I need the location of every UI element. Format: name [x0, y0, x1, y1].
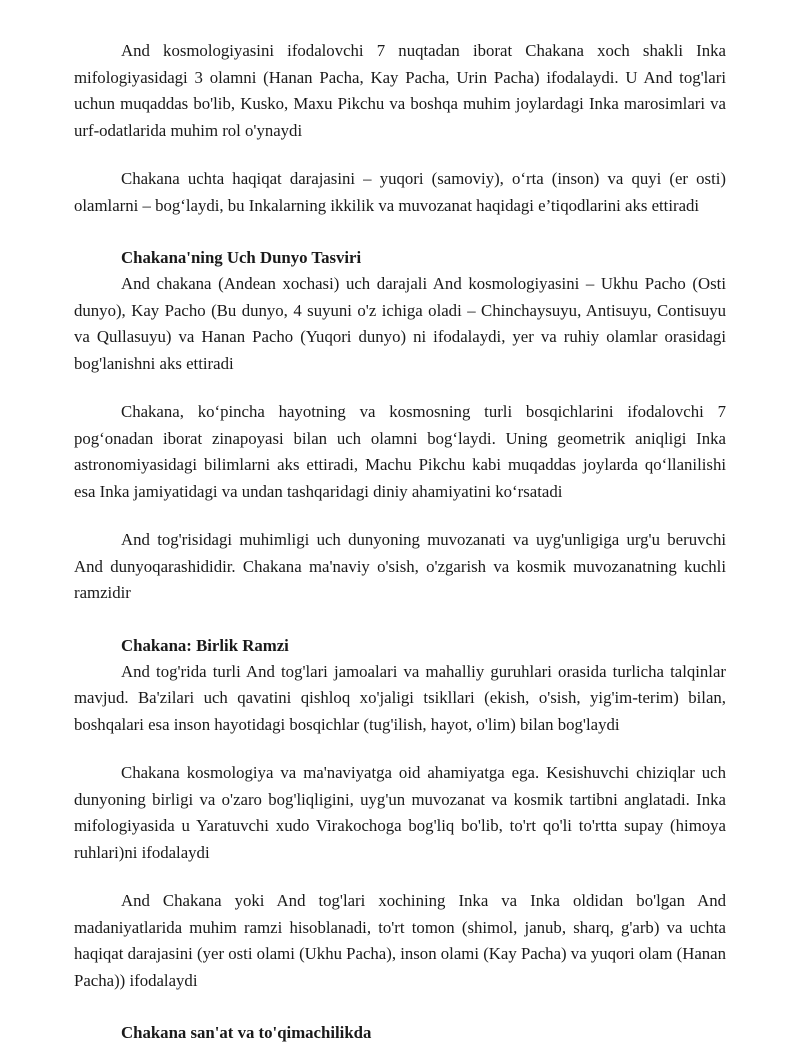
section-gap	[74, 994, 726, 1020]
paragraph-gap	[74, 738, 726, 760]
section-gap	[74, 219, 726, 245]
paragraph-gap	[74, 866, 726, 888]
section-heading-three-worlds: Chakana'ning Uch Dunyo Tasviri	[121, 248, 362, 267]
section-gap	[74, 607, 726, 633]
paragraph-3: And chakana (Andean xochasi) uch darajali And kosmologiyasini – Ukhu Pacho (Osti dunyo), Kay Pacho (Bu dunyo, 4 suyuni o'z ichiga oladi – Chinchaysuyu, Antisuyu, Contisuyu va Qullasuyu) va Hanan Pacho (Yuqori dunyo) ni ifodalaydi, yer va ruhiy olamlar orasidagi bog'lanishni aks ettiradi	[74, 274, 726, 373]
paragraph-6: And tog'rida turli And tog'lari jamoalari va mahalliy guruhlari orasida turlicha talqinlar mavjud. Ba'zilari uch qavatini qishloq xo'jaligi tsikllari (ekish, o'sish, yig'im-terim) bilan, boshqalari esa inson hayotidagi bosqichlar (tug'ilish, hayot, o'lim) bilan bog'laydi	[74, 661, 726, 734]
paragraph-4: Chakana, ko‘pincha hayotning va kosmosning turli bosqichlarini ifodalovchi 7 pog‘onadan iborat zinapoyasi bilan uch olamni bog‘laydi. Uning geometrik aniqligi Inka astronomiyasidagi bilimlarni aks ettiradi, Machu Pikchu kabi muqaddas joylarda qo‘llanilishi esa Inka jamiyatidagi va undan tashqaridagi diniy ahamiyatini ko‘rsatadi	[74, 402, 726, 501]
paragraph-7: Chakana kosmologiya va ma'naviyatga oid ahamiyatga ega. Kesishuvchi chiziqlar uch dunyoning birligi va o'zaro bog'liqligini, uyg'un muvozanat va kosmik tartibni anglatadi. Inka mifologiyasida u Yaratuvchi xudo Virakochoga bog'liq bo'lib, to'rt qo'li to'rtta supay (himoya ruhlari)ni ifodalaydi	[74, 763, 726, 862]
paragraph-2: Chakana uchta haqiqat darajasini – yuqori (samoviy), o‘rta (inson) va quyi (er osti) olamlarni – bog‘laydi, bu Inkalarning ikkilik va muvozanat haqidagi e’tiqodlarini aks ettiradi	[74, 169, 726, 215]
paragraph-5: And tog'risidagi muhimligi uch dunyoning muvozanati va uyg'unligiga urg'u beruvchi And dunyoqarashididir. Chakana ma'naviy o'sish, o'zgarish va kosmik muvozanatning kuchli ramzidir	[74, 530, 726, 602]
paragraph-8: And Chakana yoki And tog'lari xochining Inka va Inka oldidan bo'lgan And madaniyatlarida muhim ramzi hisoblanadi, to'rt tomon (shimol, janub, sharq, g'arb) va uchta haqiqat darajasini (yer osti olami (Ukhu Pacha), inson olami (Kay Pacha) va yuqori olam (Hanan Pacha)) ifodalaydi	[74, 891, 726, 990]
section-heading-art-textiles: Chakana san'at va to'qimachilikda	[121, 1023, 372, 1042]
paragraph-1: And kosmologiyasini ifodalovchi 7 nuqtadan iborat Chakana xoch shakli Inka mifologiyasidagi 3 olamni (Hanan Pacha, Kay Pacha, Urin Pacha) ifodalaydi. U And tog'lari uchun muqaddas bo'lib, Kusko, Maxu Pikchu va boshqa muhim joylardagi Inka marosimlari va urf-odatlarida muhim rol o'ynaydi	[74, 41, 726, 140]
paragraph-gap	[74, 377, 726, 399]
section-heading-unity-symbol: Chakana: Birlik Ramzi	[121, 635, 289, 655]
document-page	[74, 38, 726, 1046]
paragraph-gap	[74, 505, 726, 527]
paragraph-gap	[74, 144, 726, 166]
